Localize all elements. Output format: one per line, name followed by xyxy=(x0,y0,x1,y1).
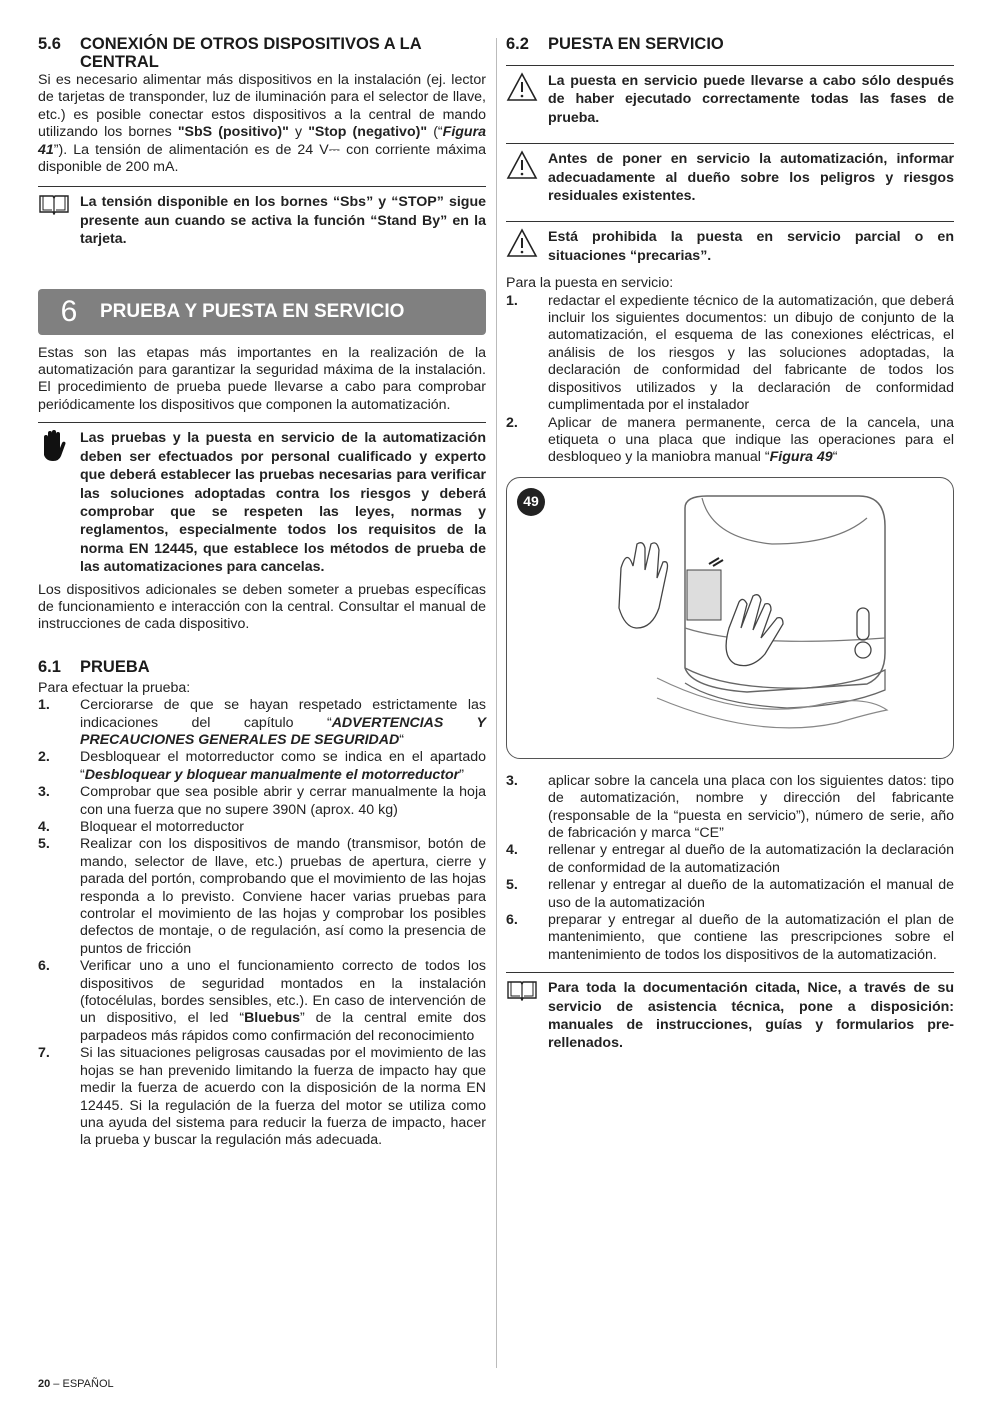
page-number: 20 xyxy=(38,1378,51,1390)
list-item: 5. rellenar y entregar al dueño de la automatización el manual de uso de la automatización xyxy=(506,877,954,911)
book-icon xyxy=(38,193,80,248)
hand-stop-icon xyxy=(38,429,80,576)
right-column xyxy=(506,35,954,1053)
section-6-after: Los dispositivos adicionales se deben someter a pruebas específicas de funcionamiento e interacción con la central. Consultar el manual de instrucciones de cada dispositivo. xyxy=(38,581,486,633)
section-6-intro: Estas son las etapas más importantes en la realización de la automatización para garantizar la seguridad máxima de la instalación. El procedimiento de prueba puede llevarse a cabo para comprobar periódicamente los dispositivos que componen la automatización. xyxy=(38,344,486,413)
section-6-warning: Las pruebas y la puesta en servicio de la automatización deben ser efectuados por personal cualificado y experto que deberá establecer las pruebas necesarias para verificar las soluciones adoptadas contra los riesgos y deberá comprobar que se respeten las leyes, normas y reglamentos, especialmente todos los requisitos de la norma EN 12445, que establece los métodos de prueba de las automatizaciones para cancelas. xyxy=(38,422,486,576)
left-column xyxy=(38,35,486,1150)
list-item: 3. Comprobar que sea posible abrir y cerrar manualmente la hoja con una fuerza que no supere 390N (aprox. 40 kg) xyxy=(38,784,486,818)
figure-number-badge: 49 xyxy=(517,488,545,516)
list-item: 6. preparar y entregar al dueño de la automatización el plan de mantenimiento, que contiene las prescripciones sobre el mantenimiento de todos los dispositivos de la automatización. xyxy=(506,911,954,963)
commissioning-steps-list-continued xyxy=(506,773,954,964)
section-5-6-paragraph: Si es necesario alimentar más dispositivos en la instalación (ej. lector de tarjetas de transponder, luz de iluminación para el selector de llave, etc.) es posible conectar estos dispositivos a la central de mando utilizando los bornes "SbS (positivo)" y "Stop (negativo)" (“Figura 41”). La tensión de alimentación es de 24 V⎓ con corriente máxima disponible de 200 mA. xyxy=(38,72,487,176)
column-divider xyxy=(496,38,497,1368)
warning-3: Está prohibida la puesta en servicio parcial o en situaciones “precarias”. xyxy=(506,221,954,265)
warning-triangle-icon xyxy=(506,72,548,127)
warning-2: Antes de poner en servicio la automatización, informar adecuadamente al dueño sobre los peligros y riesgos residuales existentes. xyxy=(506,143,954,205)
warning-triangle-icon xyxy=(506,150,548,205)
section-6-banner: 6 PRUEBA Y PUESTA EN SERVICIO xyxy=(38,289,486,335)
warning-1: La puesta en servicio puede llevarse a cabo sólo después de haber ejecutado correctamente todas las fases de prueba. xyxy=(506,65,954,127)
list-item: 7. Si las situaciones peligrosas causadas por el movimiento de las hojas se han prevenido limitando la fuerza de impacto hay que medir la fuerza de acuerdo con la disposición de la norma EN 12445. Si la regulación de la fuerza del motor se utiliza como una ayuda del sistema para reducir la fuerza de impacto, hacer la prueba y buscar la regulación más adecuada. xyxy=(38,1045,486,1149)
list-item: 2. Desbloquear el motorreductor como se indica en el apartado “Desbloquear y bloquear manualmente el motorreductor” xyxy=(38,749,486,783)
list-item: 1. redactar el expediente técnico de la automatización, que deberá incluir los siguientes documentos: un dibujo de conjunto de la automatización, el esquema de las conexiones eléctricas, el análisis de los riesgos y las soluciones adoptadas, la declaración de conformidad del fabricante de todos los dispositivos utilizados y la declaración de conformidad cumplimentada por el instalador xyxy=(506,292,954,414)
release-operation-illustration xyxy=(507,478,953,758)
list-item: 1. Cerciorarse de que se hayan respetado estrictamente las indicaciones del capítulo “ADVERTENCIAS Y PRECAUCIONES GENERALES DE SEGURIDAD“ xyxy=(38,697,486,748)
list-item: 3. aplicar sobre la cancela una placa con los siguientes datos: tipo de automatización, nombre y dirección del fabricante (responsable de la “puesta en servicio”), número de serie, año de fabricación y marca “CE” xyxy=(506,772,954,841)
documentation-note: Para toda la documentación citada, Nice, a través de su servicio de asistencia técnica, pone a disposición: manuales de instrucciones, guías y formularios pre-rellenados. xyxy=(506,972,954,1053)
commissioning-steps-list xyxy=(506,293,954,467)
list-item: 5. Realizar con los dispositivos de mando (transmisor, botón de mando, selector de llave, etc.) pruebas de apertura, cierre y parada del portón, comprobando que el movimiento de las hojas responda a lo previsto. Conviene hacer varias pruebas para controlar el movimiento de las hojas y comprobar los posibles defectos de montaje, o de regulación, así como la presencia de puntos de fricción xyxy=(38,836,486,957)
footer-language: – ESPAÑOL xyxy=(50,1378,114,1390)
section-6-2-intro: Para la puesta en servicio: xyxy=(506,275,674,292)
section-6-1-intro: Para efectuar la prueba: xyxy=(38,679,191,696)
page-footer xyxy=(38,1376,114,1393)
list-item: 4. Bloquear el motorreductor xyxy=(38,819,245,835)
section-5-6-heading: 5.6 CONEXIÓN DE OTROS DISPOSITIVOS A LA CENTRAL xyxy=(38,35,422,71)
section-6-2-heading: 6.2 PUESTA EN SERVICIO xyxy=(506,35,724,53)
test-steps-list xyxy=(38,697,486,1150)
figure-49 xyxy=(506,477,954,759)
list-item: 2. Aplicar de manera permanente, cerca de la cancela, una etiqueta o una placa que indique las operaciones para el desbloqueo y la maniobra manual “Figura 49“ xyxy=(506,414,954,466)
warning-triangle-icon xyxy=(506,228,548,265)
list-item: 4. rellenar y entregar al dueño de la automatización la declaración de conformidad de la automatización xyxy=(506,842,954,876)
list-item: 6. Verificar uno a uno el funcionamiento correcto de todos los dispositivos de seguridad montados en la instalación (fotocélulas, bordes sensibles, etc.). En caso de intervención de un dispositivo, el led “Bluebus” de la central emite dos parpadeos más rápidos como confirmación del reconocimiento xyxy=(38,958,486,1044)
section-6-1-heading: 6.1 PRUEBA xyxy=(38,657,150,676)
section-5-6-note: La tensión disponible en los bornes “Sbs” y “STOP” sigue presente aun cuando se activa la función “Stand By” en la tarjeta. xyxy=(38,186,486,248)
book-icon xyxy=(506,979,548,1053)
